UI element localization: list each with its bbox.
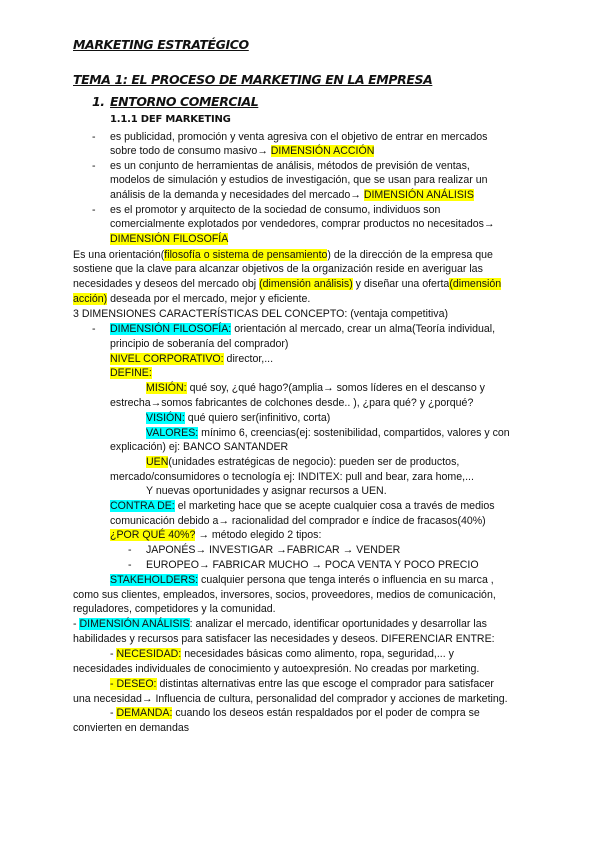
uen-line-1: UEN(unidades estratégicas de negocio): pueden ser de productos, bbox=[146, 456, 460, 468]
mision-line-2: estrecha→somos fabricantes de colchones desde.. ), ¿para qué? y ¿porqué? bbox=[110, 397, 474, 409]
bullet-3-line-1: es el promotor y arquitecto de la sociedad de consumo, individuos son bbox=[110, 204, 441, 216]
bullet-3-line-3 bbox=[110, 232, 228, 246]
contra-line-2: comunicación debido a→ racionalidad del comprador e índice de fracasos(40%) bbox=[110, 515, 486, 527]
define-label: DEFINE: bbox=[110, 367, 152, 379]
section-heading: ENTORNO COMERCIAL bbox=[110, 94, 259, 109]
bullet-1-line-2: sobre todo de consumo masivo→ DIMENSIÓN ACCIÓN bbox=[110, 145, 375, 157]
label-dimension-filosofia: DIMENSIÓN FILOSOFÍA: bbox=[110, 323, 232, 335]
bullet-dash: - bbox=[92, 131, 96, 143]
necesidad-line-2: necesidades individuales de conocimiento y autoexpresión. No creadas por marketing. bbox=[73, 663, 480, 675]
filosofia-line-2: principio de soberanía del comprador) bbox=[110, 338, 289, 350]
dimensions-intro: 3 DIMENSIONES CARACTERÍSTICAS DEL CONCEPTO: (ventaja competitiva) bbox=[73, 308, 448, 320]
europeo-line: EUROPEO→ FABRICAR MUCHO → POCA VENTA Y POCO PRECIO bbox=[146, 559, 479, 571]
bullet-dash: - bbox=[92, 204, 96, 216]
highlight-dimension-accion: DIMENSIÓN ACCIÓN bbox=[270, 145, 375, 157]
vision-line: VISIÓN: qué quiero ser(infinitivo, corta) bbox=[146, 412, 331, 424]
bullet-2-line-1: es un conjunto de herramientas de análisis, métodos de previsión de ventas, bbox=[110, 160, 470, 172]
paragraph-line-4: acción) deseada por el mercado, mejor y eficiente. bbox=[73, 293, 311, 305]
deseo-line-1: - DESEO: distintas alternativas entre las que escoge el comprador para satisfacer bbox=[110, 678, 494, 690]
contra-line-1: CONTRA DE: el marketing hace que se acepte cualquier cosa a través de medios bbox=[110, 500, 495, 512]
demanda-line-1: - DEMANDA: cuando los deseos están respaldados por el poder de compra se bbox=[110, 707, 480, 719]
bullet-dash: - bbox=[92, 160, 96, 172]
paragraph-line-2: sostiene que la clave para alcanzar objetivos de la organización reside en averiguar las bbox=[73, 263, 483, 275]
paragraph-line-1: Es una orientación(filosofía o sistema de pensamiento) de la dirección de la empresa que bbox=[73, 249, 493, 261]
section-number: 1. bbox=[92, 94, 105, 109]
tema-heading: TEMA 1: EL PROCESO DE MARKETING EN LA EMPRESA bbox=[73, 72, 433, 87]
uen-line-2: mercado/consumidores o tecnología ej: INDITEX: pull and bear, zara home,... bbox=[110, 471, 474, 483]
subsection-heading: 1.1.1 DEF MARKETING bbox=[110, 114, 231, 125]
valores-line-2: explicación) ej: BANCO SANTANDER bbox=[110, 441, 289, 453]
bullet-dash: - bbox=[128, 544, 132, 556]
analisis-line-1: - DIMENSIÓN ANÁLISIS: analizar el mercado, identificar oportunidades y desarrollar las bbox=[73, 618, 487, 630]
label-dimension-analisis: DIMENSIÓN ANÁLISIS bbox=[79, 618, 190, 630]
stakeholders-line-2: como sus clientes, empleados, inversores, socios, proveedores, medios de comunicación, bbox=[73, 589, 496, 601]
stakeholders-line-1: STAKEHOLDERS: cualquier persona que tenga interés o influencia en su marca , bbox=[110, 574, 494, 586]
bullet-3-line-2: comercialmente explotados por vendedores, comprar productos no necesitados→ bbox=[110, 218, 495, 230]
highlight-dimension-filosofia: DIMENSIÓN FILOSOFÍA bbox=[110, 233, 229, 245]
analisis-line-2: habilidades y recursos para satisfacer las necesidades y deseos. DIFERENCIAR ENTRE: bbox=[73, 633, 495, 645]
uen-line-3: Y nuevas oportunidades y asignar recursos a UEN. bbox=[146, 485, 387, 497]
filosofia-line-1: DIMENSIÓN FILOSOFÍA: orientación al mercado, crear un alma(Teoría individual, bbox=[110, 323, 496, 335]
nivel-corporativo: NIVEL CORPORATIVO: director,... bbox=[110, 353, 274, 365]
demanda-line-2: convierten en demandas bbox=[73, 722, 190, 734]
bullet-1-line-1: es publicidad, promoción y venta agresiva con el objetivo de entrar en mercados bbox=[110, 131, 488, 143]
japones-line: JAPONÉS→ INVESTIGAR →FABRICAR → VENDER bbox=[146, 544, 401, 556]
necesidad-line-1: - NECESIDAD: necesidades básicas como alimento, ropa, seguridad,... y bbox=[110, 648, 454, 660]
stakeholders-line-3: reguladores, competidores y la comunidad. bbox=[73, 603, 276, 615]
porque-line: ¿POR QUÉ 40%? → método elegido 2 tipos: bbox=[110, 529, 322, 541]
doc-title: MARKETING ESTRATÉGICO bbox=[73, 37, 249, 52]
bullet-2-line-2: modelos de simulación y estudios de investigación, que se usan para realizar un bbox=[110, 174, 488, 186]
deseo-line-2: una necesidad→ Influencia de cultura, personalidad del comprador y acciones de marketing. bbox=[73, 693, 508, 705]
highlight-dimension-analisis: DIMENSIÓN ANÁLISIS bbox=[363, 189, 474, 201]
mision-line-1: MISIÓN: qué soy, ¿qué hago?(amplia→ somos líderes en el descanso y bbox=[146, 382, 485, 394]
bullet-dash: - bbox=[92, 323, 96, 335]
bullet-dash: - bbox=[128, 559, 132, 571]
bullet-2-line-3: análisis de la demanda y necesidades del mercado→ DIMENSIÓN ANÁLISIS bbox=[110, 189, 474, 201]
valores-line-1: VALORES: mínimo 6, creencias(ej: sostenibilidad, compartidos, valores y con bbox=[146, 427, 510, 439]
paragraph-line-3: necesidades y deseos del mercado obj (dimensión análisis) y diseñar una oferta(dimensión bbox=[73, 278, 502, 290]
